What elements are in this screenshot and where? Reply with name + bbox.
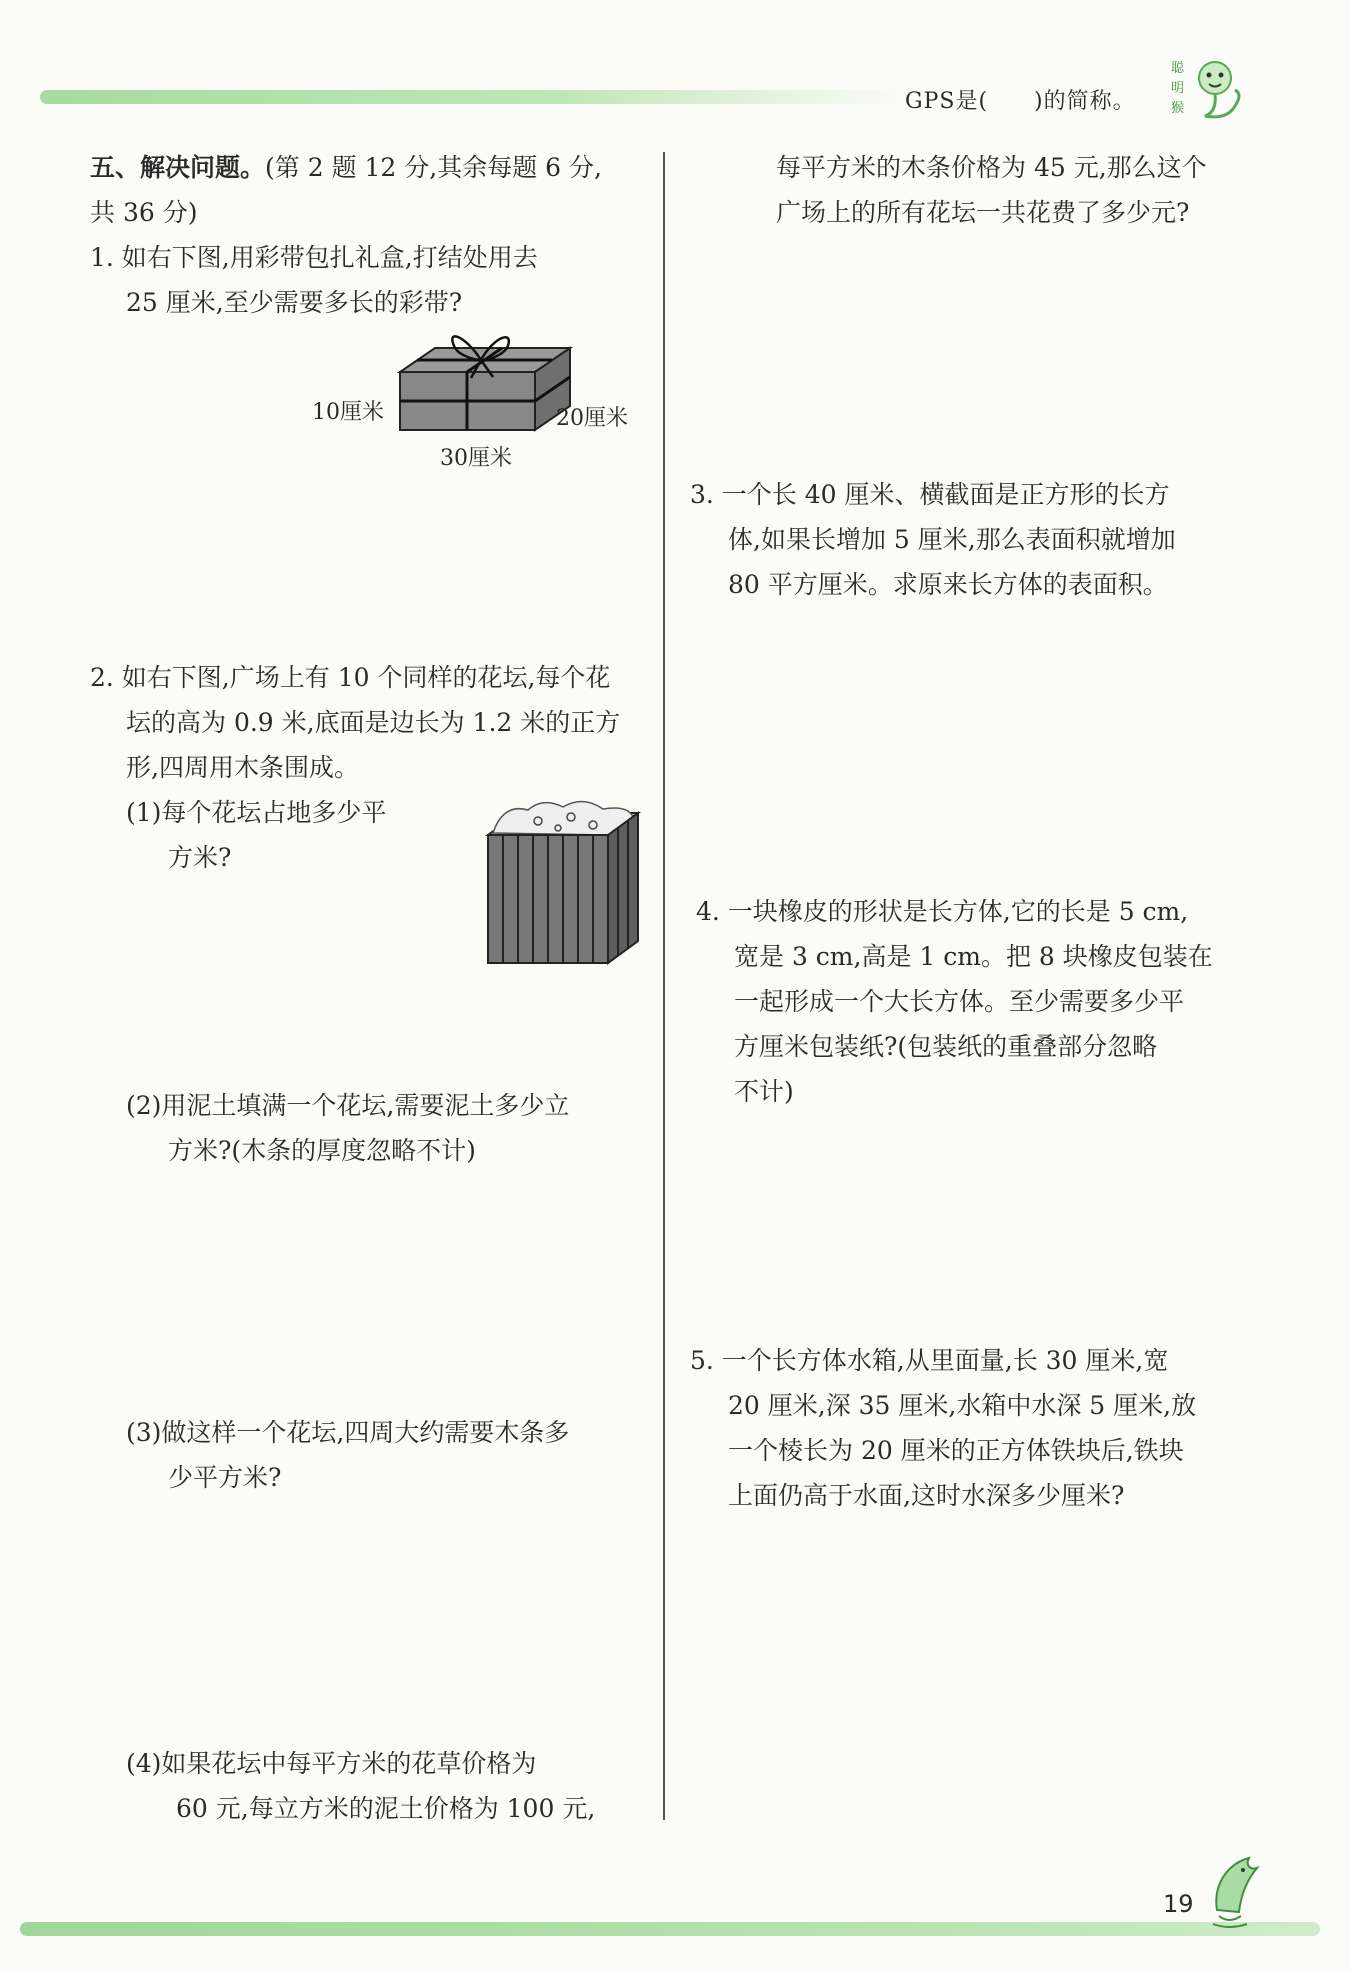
q4-line5: 不计) [734,1077,794,1106]
q2-line2: 坛的高为 0.9 米,底面是边长为 1.2 米的正方 [126,708,621,737]
q3-line3: 80 平方厘米。求原来长方体的表面积。 [728,570,1168,599]
dolphin-icon [1205,1850,1265,1930]
q5-line1: 5. 一个长方体水箱,从里面量,长 30 厘米,宽 [690,1346,1169,1375]
section-title: 五、解决问题。 [90,153,266,182]
q2-part4-line3: 每平方米的木条价格为 45 元,那么这个 [776,153,1207,182]
q2-part1-line1: (1)每个花坛占地多少平 [126,798,387,827]
gift-box-length-label: 30厘米 [440,446,512,471]
mascot-char-2: 明 [1171,81,1185,96]
section-header [90,145,602,190]
page-number: 19 [1163,1890,1194,1918]
q4-line4: 方厘米包装纸?(包装纸的重叠部分忽略 [734,1032,1158,1061]
q1-line2: 25 厘米,至少需要多长的彩带? [126,288,463,317]
mascot-char-1: 聪 [1171,61,1185,76]
header-note-suffix: )的简称。 [1034,89,1136,114]
gift-box-width-label: 20厘米 [556,406,628,431]
section-score-line1: (第 2 题 12 分,其余每题 6 分, [265,153,602,182]
header-green-band [40,90,900,104]
header-note [905,84,1136,115]
q2-part3-line2: 少平方米? [168,1463,282,1492]
q3-line2: 体,如果长增加 5 厘米,那么表面积就增加 [728,525,1176,554]
header-note-prefix: GPS是( [905,89,989,114]
q4-line1: 4. 一块橡皮的形状是长方体,它的长是 5 cm, [696,897,1189,926]
section-score-line2: 共 36 分) [90,198,198,227]
q5-line4: 上面仍高于水面,这时水深多少厘米? [728,1481,1125,1510]
q2-line3: 形,四周用木条围成。 [126,753,359,782]
q2-part3-line1: (3)做这样一个花坛,四周大约需要木条多 [126,1418,570,1447]
q3-line1: 3. 一个长 40 厘米、横截面是正方形的长方 [690,480,1170,509]
q2-part1-line2: 方米? [168,843,232,872]
q4-line3: 一起形成一个大长方体。至少需要多少平 [734,987,1185,1016]
q2-line1: 2. 如右下图,广场上有 10 个同样的花坛,每个花 [90,663,611,692]
mascot-char-3: 猴 [1171,101,1185,116]
q2-part4-line1: (4)如果花坛中每平方米的花草价格为 [126,1749,537,1778]
column-divider [663,152,665,1820]
q2-part2-line2: 方米?(木条的厚度忽略不计) [168,1136,476,1165]
q5-line2: 20 厘米,深 35 厘米,水箱中水深 5 厘米,放 [728,1391,1197,1420]
q2-part2-line1: (2)用泥土填满一个花坛,需要泥土多少立 [126,1091,570,1120]
q2-part4-line4: 广场上的所有花坛一共花费了多少元? [776,198,1190,227]
q1-line1: 1. 如右下图,用彩带包扎礼盒,打结处用去 [90,243,538,272]
monkey-mascot-icon [1165,50,1245,125]
q4-line2: 宽是 3 cm,高是 1 cm。把 8 块橡皮包装在 [734,942,1213,971]
q5-line3: 一个棱长为 20 厘米的正方体铁块后,铁块 [728,1436,1184,1465]
flower-bed-figure [483,795,643,970]
gift-box-figure [395,330,575,440]
q2-part4-line2: 60 元,每立方米的泥土价格为 100 元, [176,1794,596,1823]
footer-green-band [20,1922,1320,1936]
gift-box-height-label: 10厘米 [312,400,384,425]
